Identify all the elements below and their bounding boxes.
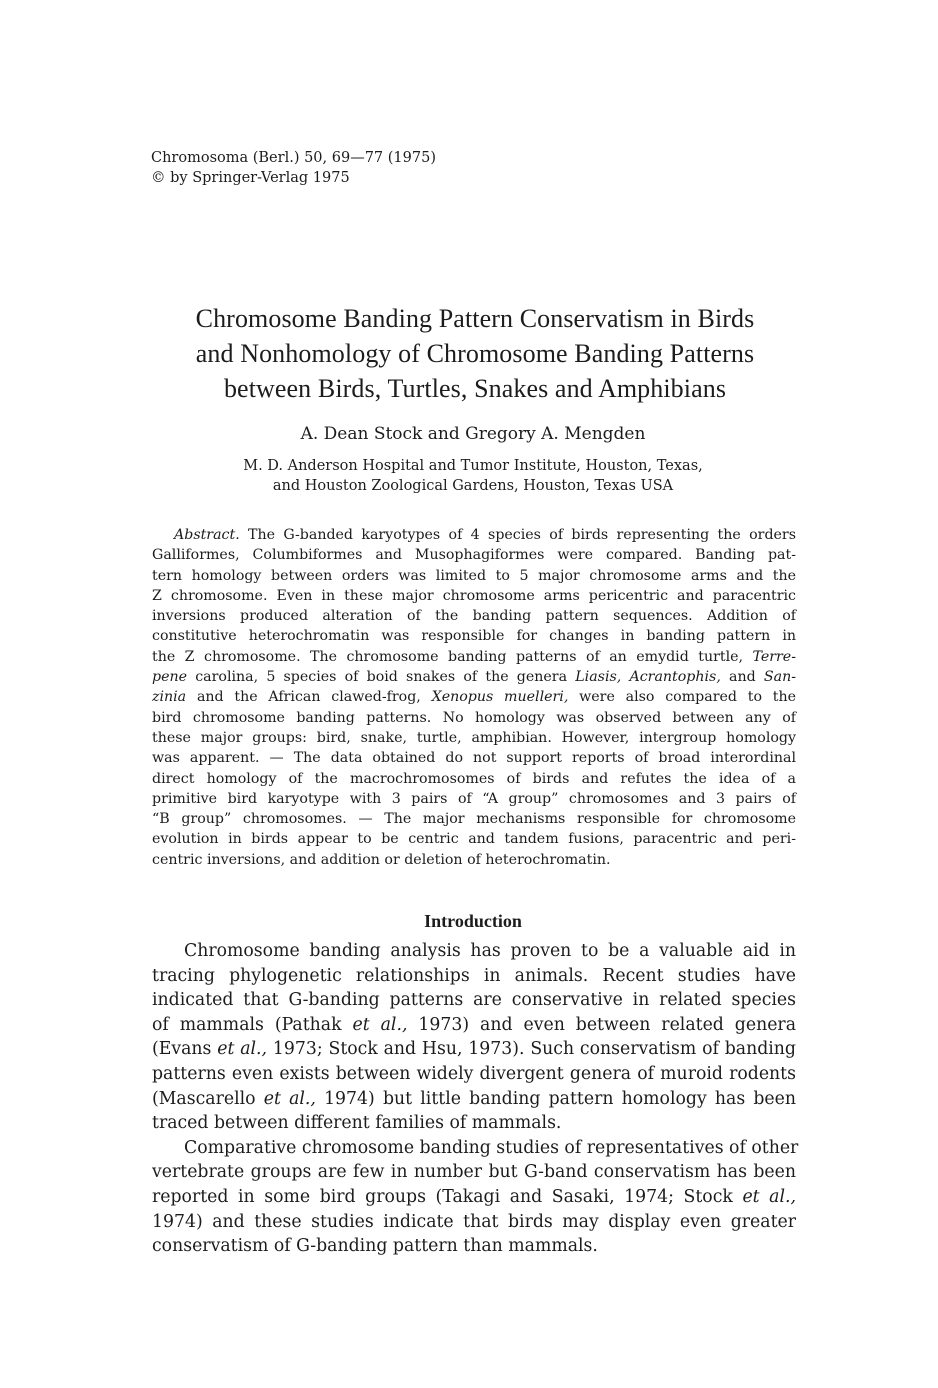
- paragraph-line: (Mascarello et al., 1974) but little banding pattern homology has been: [152, 1088, 797, 1109]
- paragraph-line: traced between different families of mammals.: [152, 1113, 562, 1134]
- authors: A. Dean Stock and Gregory A. Mengden: [300, 424, 646, 444]
- abstract-line: evolution in birds appear to be centric and tandem fusions, paracentric and peri-: [152, 831, 796, 848]
- abstract-line: pene carolina, 5 species of boid snakes of the genera Liasis, Acrantophis, and San-: [152, 669, 797, 686]
- abstract-line: inversions produced alteration of the banding pattern sequences. Addition of: [152, 608, 796, 625]
- abstract-line: the Z chromosome. The chromosome banding patterns of an emydid turtle, Terre-: [152, 648, 796, 665]
- genus-name: Acrantophis,: [629, 669, 721, 686]
- journal-header: [151, 148, 436, 188]
- abstract-line: was apparent. — The data obtained do not support reports of broad interordinal: [152, 750, 796, 767]
- affiliation: [140, 456, 806, 496]
- paragraph-line: Chromosome banding analysis has proven to be a valuable aid in: [184, 941, 796, 961]
- paragraph-line: vertebrate groups are few in number but G-band conservatism has been: [152, 1162, 796, 1183]
- affiliation-line: and Houston Zoological Gardens, Houston, Texas USA: [272, 478, 674, 494]
- paragraph-line: of mammals (Pathak et al., 1973) and even between related genera: [152, 1014, 797, 1035]
- citation-etal: et al.,: [742, 1186, 796, 1207]
- title-line: Chromosome Banding Pattern Conservatism in Birds: [195, 304, 755, 333]
- species-name: Xenopus muelleri,: [431, 689, 569, 706]
- paragraph-line: (Evans et al., 1973; Stock and Hsu, 1973). Such conservatism of banding: [152, 1039, 796, 1060]
- title-line: and Nonhomology of Chromosome Banding Patterns: [195, 339, 755, 368]
- abstract: [152, 525, 796, 870]
- genus-name: zinia: [152, 689, 187, 706]
- section-heading-introduction: Introduction: [424, 911, 522, 931]
- abstract-line: primitive bird karyotype with 3 pairs of “A group” chromosomes and 3 pairs of: [152, 790, 796, 807]
- abstract-line: bird chromosome banding patterns. No homology was observed between any of: [152, 709, 796, 726]
- title-line: between Birds, Turtles, Snakes and Amphibians: [223, 374, 727, 403]
- paragraph-line: patterns even exists between widely divergent genera of muroid rodents: [152, 1063, 796, 1084]
- paper-title: [140, 301, 810, 406]
- abstract-label: Abstract.: [174, 527, 240, 543]
- abstract-line: constitutive heterochromatin was responsible for changes in banding pattern in: [152, 628, 796, 645]
- paragraph-line: tracing phylogenetic relationships in animals. Recent studies have: [152, 965, 796, 986]
- citation-etal: et al.,: [217, 1039, 268, 1060]
- abstract-line: centric inversions, and addition or deletion of heterochromatin.: [152, 851, 611, 868]
- paragraph-line: conservatism of G-banding pattern than mammals.: [152, 1236, 598, 1257]
- genus-name: Liasis,: [575, 669, 622, 686]
- genus-name: San-: [763, 669, 797, 686]
- species-name: pene: [152, 669, 188, 686]
- copyright-line: © by Springer-Verlag 1975: [151, 170, 350, 186]
- journal-citation: Chromosoma (Berl.) 50, 69—77 (1975): [151, 150, 436, 166]
- abstract-line: Galliformes, Columbiformes and Musophagiformes were compared. Banding pat-: [152, 547, 796, 564]
- paragraph-line: reported in some bird groups (Takagi and Sasaki, 1974; Stock et al.,: [152, 1186, 796, 1207]
- species-name: Terre-: [752, 648, 796, 665]
- abstract-line: these major groups: bird, snake, turtle, amphibian. However, intergroup homology: [152, 729, 796, 746]
- abstract-line: Abstract. The G-banded karyotypes of 4 species of birds representing the orders: [174, 527, 796, 543]
- introduction-body: [152, 939, 799, 1259]
- abstract-line: zinia and the African clawed-frog, Xenopus muelleri, were also compared to the: [152, 689, 797, 706]
- citation-etal: et al.,: [352, 1014, 408, 1035]
- abstract-line: Z chromosome. Even in these major chromosome arms pericentric and paracentric: [152, 587, 796, 604]
- affiliation-line: M. D. Anderson Hospital and Tumor Institute, Houston, Texas,: [243, 458, 703, 474]
- abstract-line: tern homology between orders was limited to 5 major chromosome arms and the: [152, 567, 796, 584]
- abstract-line: direct homology of the macrochromosomes of birds and refutes the idea of a: [152, 770, 796, 787]
- paragraph-line: Comparative chromosome banding studies of representatives of other: [184, 1137, 799, 1158]
- citation-etal: et al.,: [263, 1088, 316, 1109]
- paragraph-line: indicated that G-banding patterns are conservative in related species: [152, 990, 796, 1011]
- paragraph-line: 1974) and these studies indicate that birds may display even greater: [152, 1211, 796, 1232]
- abstract-line: “B group” chromosomes. — The major mechanisms responsible for chromosome: [152, 811, 796, 828]
